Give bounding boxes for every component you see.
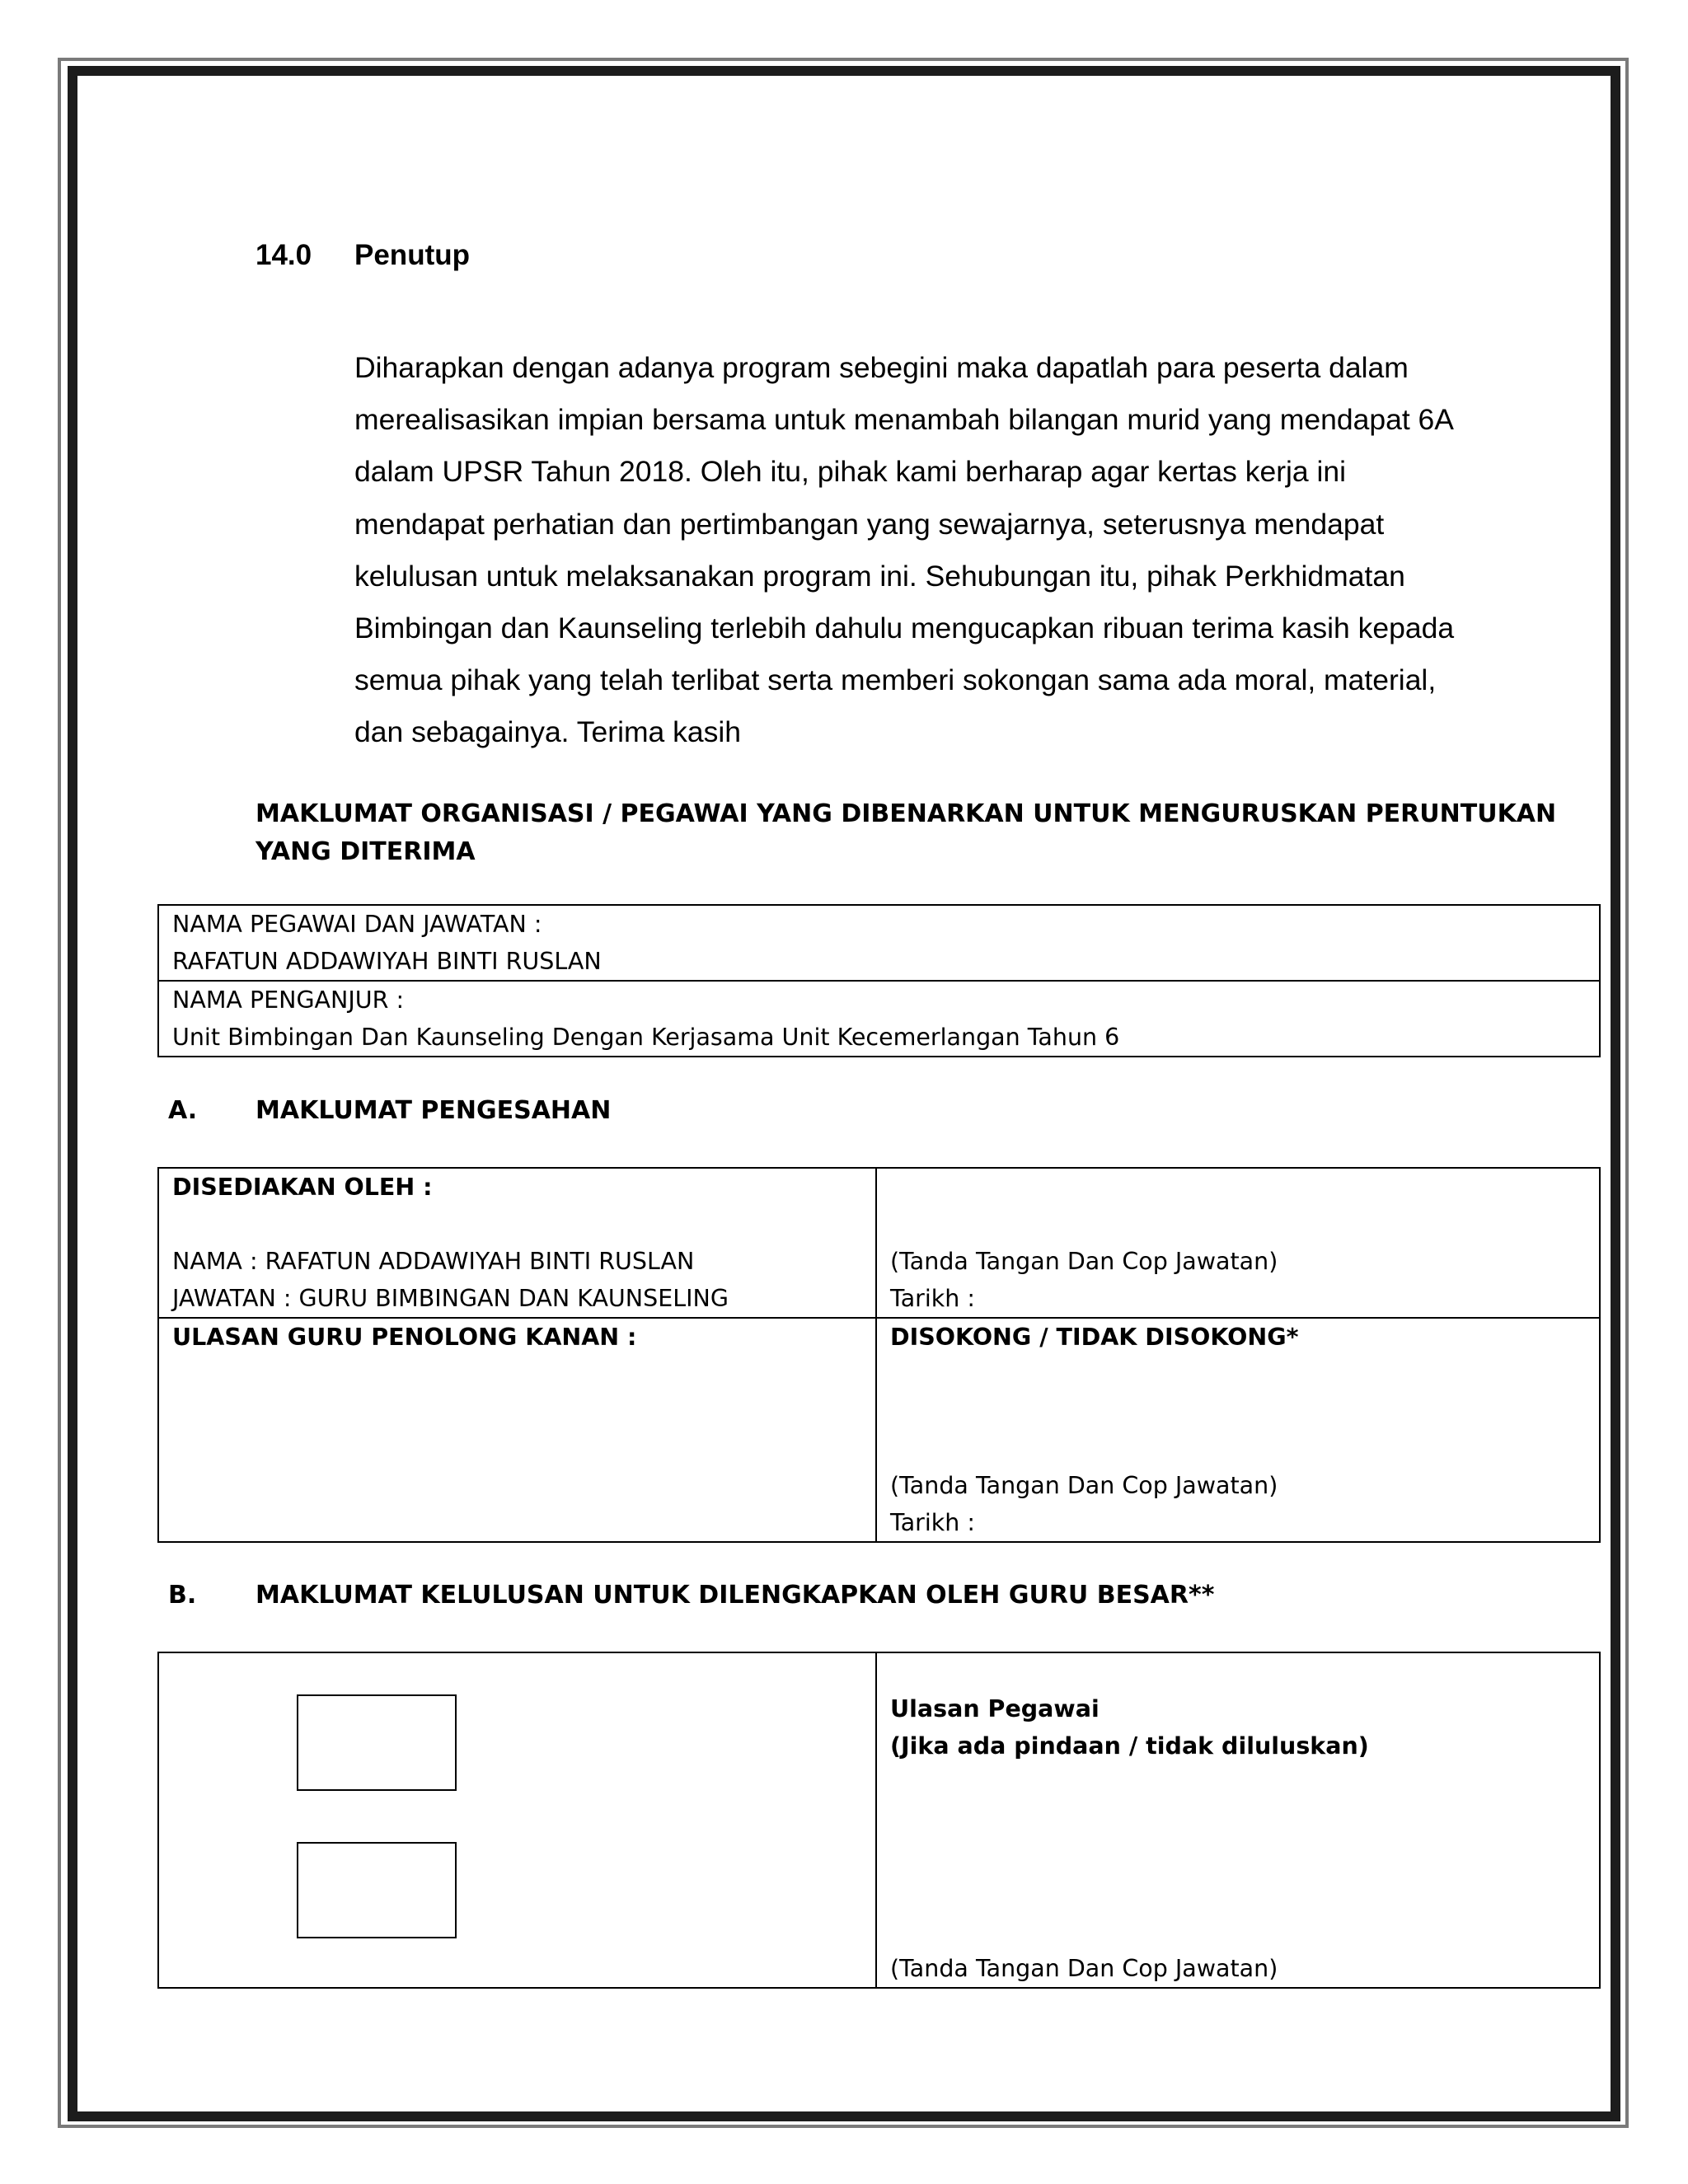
section-b-letter: B.: [168, 1581, 197, 1610]
section-a-letter: A.: [168, 1096, 198, 1125]
paragraph-line: dan sebagainya. Terima kasih: [354, 715, 742, 749]
organizer-cell: [158, 981, 1600, 1057]
verification-table: [157, 1167, 1601, 1543]
reject-checkbox[interactable]: [297, 1842, 457, 1938]
paragraph-line: kelulusan untuk melaksanakan program ini. Sehubungan itu, pihak Perkhidmatan: [354, 559, 1405, 593]
section-a-title: MAKLUMAT PENGESAHAN: [256, 1096, 612, 1125]
support-cell[interactable]: [876, 1318, 1600, 1542]
review-row: [158, 1318, 1600, 1542]
preparer-position: JAWATAN : GURU BIMBINGAN DAN KAUNSELING: [172, 1285, 729, 1312]
officer-cell: [158, 905, 1600, 981]
prepared-by-cell: [158, 1168, 876, 1318]
section-number: 14.0: [256, 239, 312, 271]
org-heading-line: MAKLUMAT ORGANISASI / PEGAWAI YANG DIBENARKAN UNTUK MENGURUSKAN PERUNTUKAN: [256, 799, 1557, 828]
prepared-by-row: [158, 1168, 1600, 1318]
paragraph-line: Diharapkan dengan adanya program sebegini maka dapatlah para peserta dalam: [354, 351, 1409, 384]
date-label: Tarikh :: [890, 1509, 976, 1536]
paragraph-line: Bimbingan dan Kaunseling terlebih dahulu mengucapkan ribuan terima kasih kepada: [354, 612, 1455, 645]
approval-checkbox-cell: [158, 1652, 876, 1988]
officer-row: [158, 905, 1600, 981]
paragraph-line: merealisasikan impian bersama untuk menambah bilangan murid yang mendapat 6A: [354, 403, 1454, 437]
date-label: Tarikh :: [890, 1285, 976, 1312]
org-info-table: [157, 904, 1601, 1057]
remarks-title: Ulasan Pegawai: [890, 1695, 1100, 1722]
section-b-title: MAKLUMAT KELULUSAN UNTUK DILENGKAPKAN OLEH GURU BESAR**: [256, 1581, 1215, 1610]
remarks-cell[interactable]: [876, 1652, 1600, 1988]
signature-label: (Tanda Tangan Dan Cop Jawatan): [890, 1955, 1278, 1982]
review-label: ULASAN GURU PENOLONG KANAN :: [172, 1324, 637, 1351]
officer-value: RAFATUN ADDAWIYAH BINTI RUSLAN: [172, 948, 602, 975]
closing-paragraph: [354, 342, 1525, 759]
org-heading-line: YANG DITERIMA: [256, 837, 476, 866]
signature-label: (Tanda Tangan Dan Cop Jawatan): [890, 1472, 1278, 1499]
paragraph-line: mendapat perhatian dan pertimbangan yang sewajarnya, seterusnya mendapat: [354, 507, 1385, 541]
paragraph-line: dalam UPSR Tahun 2018. Oleh itu, pihak kami berharap agar kertas kerja ini: [354, 455, 1347, 489]
organizer-value: Unit Bimbingan Dan Kaunseling Dengan Kerjasama Unit Kecemerlangan Tahun 6: [172, 1024, 1120, 1051]
remarks-note: (Jika ada pindaan / tidak diluluskan): [890, 1732, 1369, 1760]
organizer-label: NAMA PENGANJUR :: [172, 987, 405, 1014]
approval-table: [157, 1652, 1601, 1989]
prepared-signature-cell[interactable]: [876, 1168, 1600, 1318]
approval-row: [158, 1652, 1600, 1988]
support-label: DISOKONG / TIDAK DISOKONG*: [890, 1324, 1299, 1351]
officer-label: NAMA PEGAWAI DAN JAWATAN :: [172, 911, 542, 938]
section-title: Penutup: [354, 239, 470, 271]
approve-checkbox[interactable]: [297, 1694, 457, 1791]
review-cell[interactable]: [158, 1318, 876, 1542]
organizer-row: [158, 981, 1600, 1057]
prepared-by-label: DISEDIAKAN OLEH :: [172, 1174, 433, 1201]
signature-label: (Tanda Tangan Dan Cop Jawatan): [890, 1248, 1278, 1275]
paragraph-line: semua pihak yang telah terlibat serta memberi sokongan sama ada moral, material,: [354, 663, 1437, 697]
org-info-heading: [256, 795, 1557, 871]
preparer-name: NAMA : RAFATUN ADDAWIYAH BINTI RUSLAN: [172, 1248, 695, 1275]
